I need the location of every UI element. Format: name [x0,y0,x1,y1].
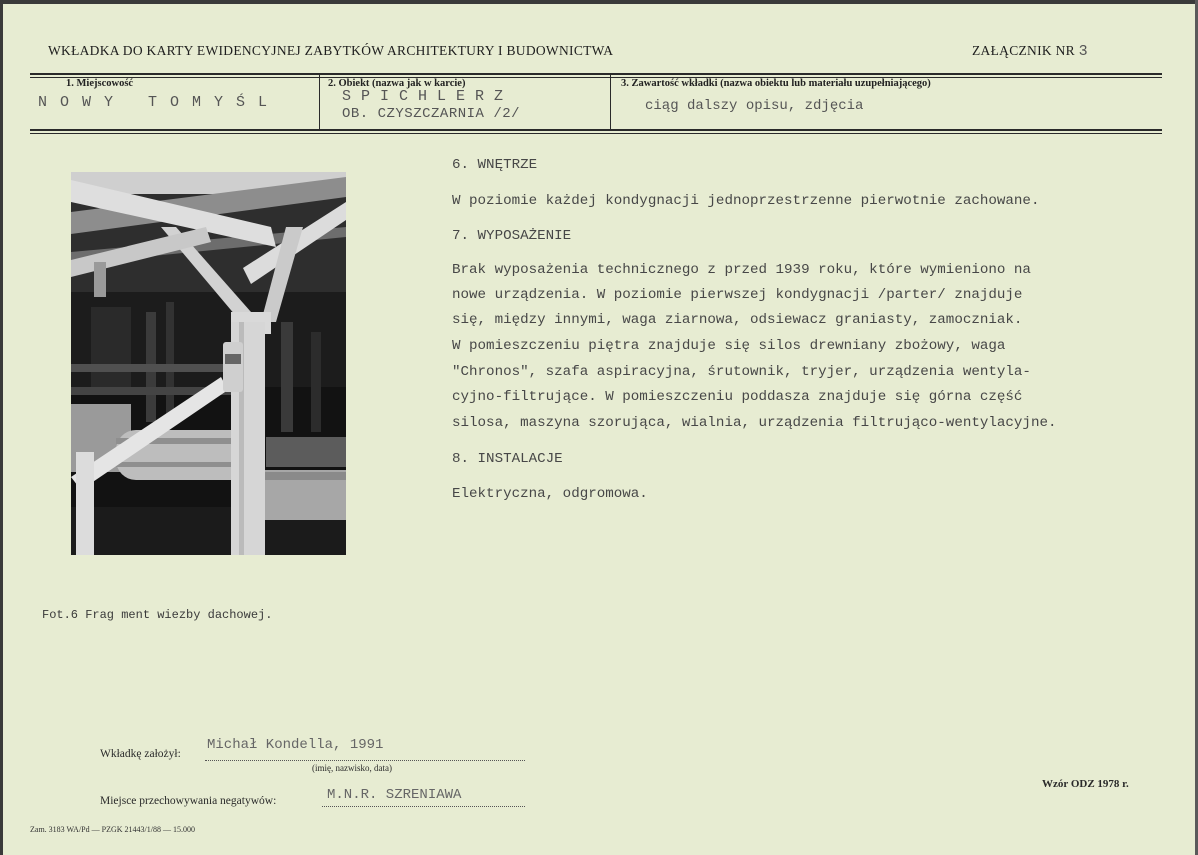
annex-number: 3 [1078,43,1088,60]
section-7-line: "Chronos", szafa aspiracyjna, śrutownik, tryjer, urządzenia wentyla- [452,364,1031,380]
author-hint: (imię, nazwisko, data) [312,763,392,773]
section-7-line: cyjno-filtrujące. W pomieszczeniu poddasza znajduje się górna część [452,389,1023,405]
object-value-line2: OB. CZYSZCZARNIA /2/ [342,106,521,122]
section-7-line: się, między innymi, waga ziarnowa, odsiewacz graniasty, zamoczniak. [452,312,1023,328]
author-value: Michał Kondella, 1991 [207,737,384,753]
object-value-line1: SPICHLERZ [342,88,514,105]
roof-truss-photo [71,172,346,555]
contents-label: 3. Zawartość wkładki (nazwa obiektu lub materiału uzupełniającego) [621,78,931,89]
header-top-rule-thin [30,77,1162,78]
photo-illustration [71,172,346,555]
section-7-heading: 7. WYPOSAŻENIE [452,228,572,244]
section-7-line: Brak wyposażenia technicznego z przed 1939 roku, które wymieniono na [452,262,1031,278]
top-border [0,0,1198,4]
header-top-rule [30,73,1162,75]
author-label: Wkładkę założył: [100,748,181,760]
left-border [0,0,3,855]
header-bottom-rule-thin [30,133,1162,134]
form-title: WKŁADKA DO KARTY EWIDENCYJNEJ ZABYTKÓW ARCHITEKTURY I BUDOWNICTWA [48,43,614,58]
section-6-heading: 6. WNĘTRZE [452,157,538,173]
column-divider-1 [319,74,320,131]
storage-label: Miejsce przechowywania negatywów: [100,795,277,807]
annex-text: ZAŁĄCZNIK NR [972,43,1075,58]
place-value: NOWY TOMYŚL [38,94,281,111]
contents-value: ciąg dalszy opisu, zdjęcia [645,98,864,114]
object-label: 2. Obiekt (nazwa jak w karcie) [328,78,466,89]
header-bottom-rule [30,129,1162,131]
column-divider-2 [610,74,611,131]
section-8-heading: 8. INSTALACJE [452,451,563,467]
section-7-line: silosa, maszyna szorująca, wialnia, urządzenia filtrująco-wentylacyjne. [452,415,1057,431]
section-7-line: W pomieszczeniu piętra znajduje się silos drewniany zbożowy, waga [452,338,1006,354]
section-6-line: W poziomie każdej kondygnacji jednoprzestrzenne pierwotnie zachowane. [452,193,1040,209]
print-info: Zam. 3183 WA/Pd — PZGK 21443/1/88 — 15.000 [30,825,195,834]
author-line [205,760,525,761]
storage-line [322,806,525,807]
section-7-line: nowe urządzenia. W poziomie pierwszej kondygnacji /parter/ znajduje [452,287,1023,303]
section-8-line: Elektryczna, odgromowa. [452,486,648,502]
place-label: 1. Miejscowość [66,78,134,89]
template-note: Wzór ODZ 1978 r. [1042,778,1129,790]
annex-label [972,43,1088,60]
photo-caption: Fot.6 Frag ment wiezby dachowej. [42,608,273,622]
storage-value: M.N.R. SZRENIAWA [327,787,462,803]
